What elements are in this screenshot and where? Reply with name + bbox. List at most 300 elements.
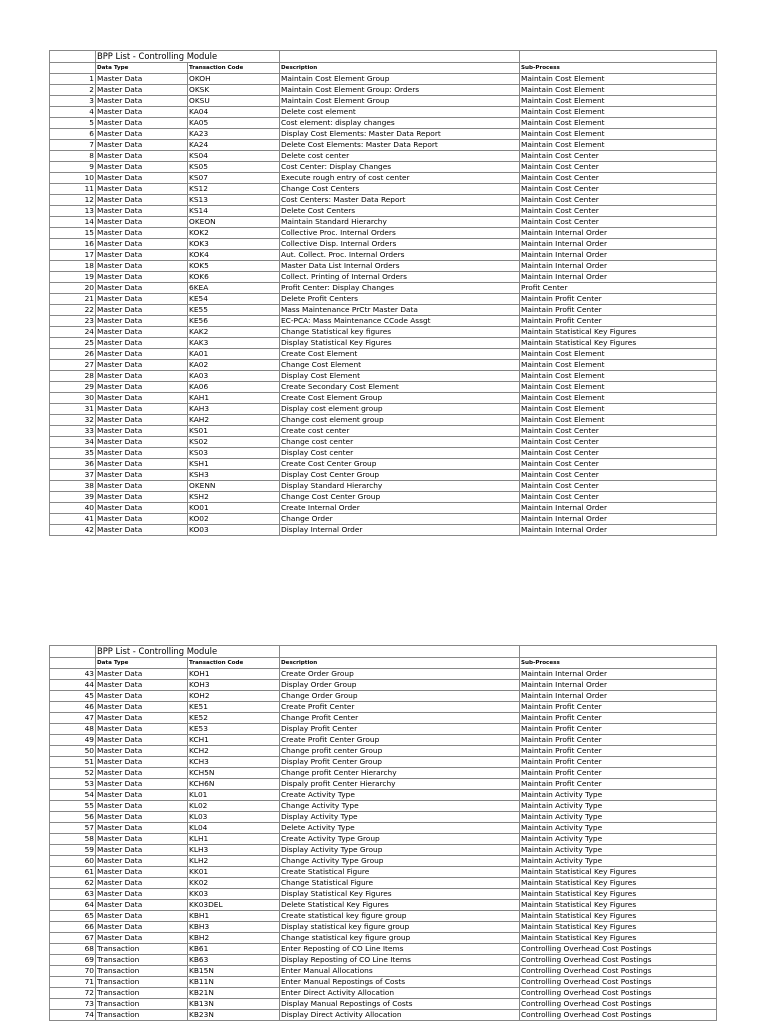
transaction-code-cell: KOK2	[188, 228, 280, 239]
description-cell: Create Internal Order	[280, 503, 520, 514]
transaction-code-cell: KS01	[188, 426, 280, 437]
row-number: 8	[50, 151, 96, 162]
row-number: 10	[50, 173, 96, 184]
table-row	[50, 371, 717, 382]
transaction-code-cell: OKSK	[188, 85, 280, 96]
sub-process-cell: Controlling Overhead Cost Postings	[520, 966, 717, 977]
data-type-cell: Master Data	[96, 85, 188, 96]
table-row	[50, 448, 717, 459]
table-row	[50, 327, 717, 338]
description-cell: Display Statistical Key Figures	[280, 338, 520, 349]
description-cell: Display Statistical Key Figures	[280, 889, 520, 900]
data-type-cell: Transaction	[96, 1010, 188, 1021]
transaction-code-cell: KE56	[188, 316, 280, 327]
transaction-code-cell: KAH1	[188, 393, 280, 404]
row-number: 47	[50, 713, 96, 724]
table-row	[50, 735, 717, 746]
row-number: 31	[50, 404, 96, 415]
sub-process-cell: Maintain Activity Type	[520, 823, 717, 834]
description-cell: Create Order Group	[280, 669, 520, 680]
data-type-cell: Master Data	[96, 437, 188, 448]
sub-process-cell: Maintain Cost Center	[520, 195, 717, 206]
transaction-code-cell: KOK4	[188, 250, 280, 261]
description-cell: Change statistical key figure group	[280, 933, 520, 944]
description-cell: Delete cost center	[280, 151, 520, 162]
transaction-code-cell: KL04	[188, 823, 280, 834]
table-row	[50, 492, 717, 503]
description-cell: Create Cost Element Group	[280, 393, 520, 404]
blank-cell	[520, 646, 717, 658]
row-number: 40	[50, 503, 96, 514]
sub-process-cell: Maintain Statistical Key Figures	[520, 911, 717, 922]
blank-cell	[50, 51, 96, 63]
row-number: 38	[50, 481, 96, 492]
row-number: 4	[50, 107, 96, 118]
table-row	[50, 834, 717, 845]
transaction-code-cell: KSH3	[188, 470, 280, 481]
description-cell: Enter Manual Allocations	[280, 966, 520, 977]
data-type-cell: Master Data	[96, 514, 188, 525]
row-number: 67	[50, 933, 96, 944]
description-cell: Change Cost Centers	[280, 184, 520, 195]
description-cell: Create Profit Center Group	[280, 735, 520, 746]
transaction-code-cell: KE55	[188, 305, 280, 316]
transaction-code-cell: KK03	[188, 889, 280, 900]
data-type-cell: Master Data	[96, 801, 188, 812]
table-row	[50, 845, 717, 856]
data-type-cell: Master Data	[96, 118, 188, 129]
row-number: 73	[50, 999, 96, 1010]
data-type-cell: Master Data	[96, 294, 188, 305]
transaction-code-cell: KB21N	[188, 988, 280, 999]
description-cell: Display Cost Center Group	[280, 470, 520, 481]
sub-process-cell: Controlling Overhead Cost Postings	[520, 1010, 717, 1021]
transaction-code-cell: KCH6N	[188, 779, 280, 790]
sub-process-cell: Maintain Profit Center	[520, 294, 717, 305]
sub-process-cell: Controlling Overhead Cost Postings	[520, 944, 717, 955]
data-type-cell: Master Data	[96, 305, 188, 316]
row-number: 42	[50, 525, 96, 536]
transaction-code-cell: KO01	[188, 503, 280, 514]
table-row	[50, 426, 717, 437]
description-cell: Collective Disp. Internal Orders	[280, 239, 520, 250]
table-row	[50, 999, 717, 1010]
row-number: 3	[50, 96, 96, 107]
table-row	[50, 140, 717, 151]
sub-process-cell: Maintain Cost Center	[520, 162, 717, 173]
table-row	[50, 867, 717, 878]
data-type-cell: Master Data	[96, 779, 188, 790]
transaction-code-cell: KE54	[188, 294, 280, 305]
row-number: 41	[50, 514, 96, 525]
data-type-cell: Master Data	[96, 889, 188, 900]
row-number: 70	[50, 966, 96, 977]
data-type-cell: Master Data	[96, 713, 188, 724]
row-number: 33	[50, 426, 96, 437]
row-number: 49	[50, 735, 96, 746]
row-number: 32	[50, 415, 96, 426]
transaction-code-cell: KBH3	[188, 922, 280, 933]
sub-process-cell: Maintain Cost Element	[520, 118, 717, 129]
data-type-cell: Master Data	[96, 371, 188, 382]
row-number: 43	[50, 669, 96, 680]
table-row	[50, 702, 717, 713]
sub-process-cell: Maintain Cost Element	[520, 404, 717, 415]
row-number: 36	[50, 459, 96, 470]
data-type-cell: Master Data	[96, 735, 188, 746]
header-transaction-code: Transaction Code	[188, 658, 280, 669]
transaction-code-cell: KS14	[188, 206, 280, 217]
sub-process-cell: Maintain Profit Center	[520, 735, 717, 746]
table-row	[50, 889, 717, 900]
sub-process-cell: Maintain Cost Element	[520, 140, 717, 151]
data-type-cell: Master Data	[96, 415, 188, 426]
description-cell: Display Cost Element	[280, 371, 520, 382]
table-row	[50, 966, 717, 977]
description-cell: Delete cost element	[280, 107, 520, 118]
description-cell: Change Statistical key figures	[280, 327, 520, 338]
header-row	[50, 63, 717, 74]
table-row	[50, 415, 717, 426]
table-row	[50, 779, 717, 790]
row-number: 39	[50, 492, 96, 503]
row-number: 28	[50, 371, 96, 382]
table-row	[50, 669, 717, 680]
row-number: 17	[50, 250, 96, 261]
transaction-code-cell: KA01	[188, 349, 280, 360]
sub-process-cell: Maintain Statistical Key Figures	[520, 867, 717, 878]
sub-process-cell: Controlling Overhead Cost Postings	[520, 999, 717, 1010]
transaction-code-cell: OKSU	[188, 96, 280, 107]
row-number: 48	[50, 724, 96, 735]
spreadsheet-grid	[49, 645, 717, 1021]
description-cell: Display cost element group	[280, 404, 520, 415]
transaction-code-cell: KB11N	[188, 977, 280, 988]
row-number: 74	[50, 1010, 96, 1021]
description-cell: Create Cost Center Group	[280, 459, 520, 470]
table-row	[50, 724, 717, 735]
row-number: 21	[50, 294, 96, 305]
sub-process-cell: Maintain Profit Center	[520, 305, 717, 316]
sub-process-cell: Maintain Internal Order	[520, 514, 717, 525]
transaction-code-cell: KK03DEL	[188, 900, 280, 911]
row-number: 61	[50, 867, 96, 878]
data-type-cell: Master Data	[96, 283, 188, 294]
row-number: 12	[50, 195, 96, 206]
sub-process-cell: Maintain Cost Center	[520, 151, 717, 162]
sub-process-cell: Maintain Statistical Key Figures	[520, 889, 717, 900]
table-row	[50, 360, 717, 371]
sub-process-cell: Maintain Cost Element	[520, 96, 717, 107]
sub-process-cell: Maintain Cost Element	[520, 107, 717, 118]
table-row	[50, 338, 717, 349]
transaction-code-cell: KB63	[188, 955, 280, 966]
row-number: 45	[50, 691, 96, 702]
sub-process-cell: Maintain Statistical Key Figures	[520, 922, 717, 933]
transaction-code-cell: KA23	[188, 129, 280, 140]
sub-process-cell: Maintain Internal Order	[520, 239, 717, 250]
row-number: 69	[50, 955, 96, 966]
sub-process-cell: Maintain Cost Center	[520, 184, 717, 195]
transaction-code-cell: KOK3	[188, 239, 280, 250]
table-row	[50, 680, 717, 691]
row-number: 62	[50, 878, 96, 889]
data-type-cell: Master Data	[96, 757, 188, 768]
data-type-cell: Transaction	[96, 999, 188, 1010]
row-number: 30	[50, 393, 96, 404]
description-cell: Collective Proc. Internal Orders	[280, 228, 520, 239]
data-type-cell: Master Data	[96, 812, 188, 823]
transaction-code-cell: 6KEA	[188, 283, 280, 294]
description-cell: Create cost center	[280, 426, 520, 437]
description-cell: Delete Profit Centers	[280, 294, 520, 305]
description-cell: Enter Direct Activity Allocation	[280, 988, 520, 999]
sub-process-cell: Maintain Profit Center	[520, 779, 717, 790]
sub-process-cell: Maintain Statistical Key Figures	[520, 338, 717, 349]
row-number: 18	[50, 261, 96, 272]
sub-process-cell: Maintain Cost Element	[520, 415, 717, 426]
transaction-code-cell: KB13N	[188, 999, 280, 1010]
row-number: 35	[50, 448, 96, 459]
sub-process-cell: Maintain Cost Center	[520, 492, 717, 503]
description-cell: Display Profit Center Group	[280, 757, 520, 768]
row-number: 68	[50, 944, 96, 955]
sub-process-cell: Controlling Overhead Cost Postings	[520, 955, 717, 966]
transaction-code-cell: KCH1	[188, 735, 280, 746]
description-cell: Delete Statistical Key Figures	[280, 900, 520, 911]
transaction-code-cell: KK02	[188, 878, 280, 889]
data-type-cell: Master Data	[96, 867, 188, 878]
transaction-code-cell: KS13	[188, 195, 280, 206]
table-row	[50, 955, 717, 966]
transaction-code-cell: KAK3	[188, 338, 280, 349]
table-row	[50, 812, 717, 823]
description-cell: Create statistical key figure group	[280, 911, 520, 922]
table-row	[50, 217, 717, 228]
table-row	[50, 746, 717, 757]
table-row	[50, 107, 717, 118]
transaction-code-cell: KO02	[188, 514, 280, 525]
transaction-code-cell: KCH3	[188, 757, 280, 768]
description-cell: Create Cost Element	[280, 349, 520, 360]
row-number: 64	[50, 900, 96, 911]
description-cell: Maintain Cost Element Group	[280, 96, 520, 107]
sub-process-cell: Maintain Internal Order	[520, 691, 717, 702]
table-row	[50, 922, 717, 933]
transaction-code-cell: KAK2	[188, 327, 280, 338]
table-row	[50, 250, 717, 261]
table-row	[50, 294, 717, 305]
row-number: 51	[50, 757, 96, 768]
sub-process-cell: Maintain Cost Element	[520, 371, 717, 382]
transaction-code-cell: KAH2	[188, 415, 280, 426]
data-type-cell: Transaction	[96, 955, 188, 966]
description-cell: Enter Manual Repostings of Costs	[280, 977, 520, 988]
data-type-cell: Transaction	[96, 966, 188, 977]
transaction-code-cell: KA04	[188, 107, 280, 118]
data-type-cell: Master Data	[96, 393, 188, 404]
description-cell: Display Cost center	[280, 448, 520, 459]
data-type-cell: Master Data	[96, 327, 188, 338]
table-row	[50, 768, 717, 779]
row-number: 60	[50, 856, 96, 867]
row-number: 9	[50, 162, 96, 173]
description-cell: Dispaly profit Center Hierarchy	[280, 779, 520, 790]
description-cell: Create Activity Type	[280, 790, 520, 801]
row-number: 63	[50, 889, 96, 900]
data-type-cell: Master Data	[96, 503, 188, 514]
row-number: 58	[50, 834, 96, 845]
transaction-code-cell: KOK5	[188, 261, 280, 272]
description-cell: Maintain Cost Element Group: Orders	[280, 85, 520, 96]
row-number: 50	[50, 746, 96, 757]
description-cell: Create Secondary Cost Element	[280, 382, 520, 393]
description-cell: Create Activity Type Group	[280, 834, 520, 845]
row-number: 5	[50, 118, 96, 129]
transaction-code-cell: KSH1	[188, 459, 280, 470]
table-row	[50, 470, 717, 481]
data-type-cell: Transaction	[96, 944, 188, 955]
transaction-code-cell: KOH1	[188, 669, 280, 680]
row-number: 7	[50, 140, 96, 151]
table-row	[50, 691, 717, 702]
description-cell: Delete Activity Type	[280, 823, 520, 834]
table-row	[50, 151, 717, 162]
table-row	[50, 404, 717, 415]
description-cell: Change Order Group	[280, 691, 520, 702]
data-type-cell: Master Data	[96, 338, 188, 349]
table-row	[50, 481, 717, 492]
transaction-code-cell: KL01	[188, 790, 280, 801]
table-row	[50, 944, 717, 955]
description-cell: Delete Cost Elements: Master Data Report	[280, 140, 520, 151]
description-cell: Display Order Group	[280, 680, 520, 691]
transaction-code-cell: KCH5N	[188, 768, 280, 779]
sub-process-cell: Maintain Statistical Key Figures	[520, 900, 717, 911]
description-cell: Mass Maintenance PrCtr Master Data	[280, 305, 520, 316]
header-description: Description	[280, 658, 520, 669]
data-type-cell: Master Data	[96, 261, 188, 272]
row-number: 29	[50, 382, 96, 393]
description-cell: Collect. Printing of Internal Orders	[280, 272, 520, 283]
description-cell: Display Standard Hierarchy	[280, 481, 520, 492]
transaction-code-cell: KA02	[188, 360, 280, 371]
sub-process-cell: Maintain Cost Center	[520, 448, 717, 459]
description-cell: Change cost element group	[280, 415, 520, 426]
transaction-code-cell: KSH2	[188, 492, 280, 503]
data-type-cell: Transaction	[96, 988, 188, 999]
data-type-cell: Master Data	[96, 140, 188, 151]
data-type-cell: Master Data	[96, 239, 188, 250]
sub-process-cell: Maintain Activity Type	[520, 834, 717, 845]
header-transaction-code: Transaction Code	[188, 63, 280, 74]
table-row	[50, 713, 717, 724]
blank-cell	[50, 63, 96, 74]
row-number: 37	[50, 470, 96, 481]
data-type-cell: Transaction	[96, 977, 188, 988]
data-type-cell: Master Data	[96, 195, 188, 206]
transaction-code-cell: KOH2	[188, 691, 280, 702]
data-type-cell: Master Data	[96, 834, 188, 845]
transaction-code-cell: KBH1	[188, 911, 280, 922]
title-row	[50, 646, 717, 658]
table-row	[50, 228, 717, 239]
description-cell: Profit Center: Display Changes	[280, 283, 520, 294]
description-cell: Display Activity Type Group	[280, 845, 520, 856]
transaction-code-cell: KA03	[188, 371, 280, 382]
description-cell: Cost Center: Display Changes	[280, 162, 520, 173]
row-number: 52	[50, 768, 96, 779]
table-row	[50, 977, 717, 988]
row-number: 27	[50, 360, 96, 371]
sub-process-cell: Maintain Cost Center	[520, 481, 717, 492]
description-cell: Display statistical key figure group	[280, 922, 520, 933]
header-data-type: Data Type	[96, 658, 188, 669]
data-type-cell: Master Data	[96, 900, 188, 911]
row-number: 13	[50, 206, 96, 217]
description-cell: Enter Reposting of CO Line Items	[280, 944, 520, 955]
blank-cell	[280, 51, 520, 63]
data-type-cell: Master Data	[96, 922, 188, 933]
row-number: 65	[50, 911, 96, 922]
data-type-cell: Master Data	[96, 129, 188, 140]
transaction-code-cell: KLH3	[188, 845, 280, 856]
transaction-code-cell: KAH3	[188, 404, 280, 415]
data-type-cell: Master Data	[96, 691, 188, 702]
table-row	[50, 173, 717, 184]
description-cell: Change profit Center Hierarchy	[280, 768, 520, 779]
description-cell: Cost element: display changes	[280, 118, 520, 129]
sub-process-cell: Maintain Cost Element	[520, 382, 717, 393]
sub-process-cell: Controlling Overhead Cost Postings	[520, 977, 717, 988]
title-row	[50, 51, 717, 63]
table-row	[50, 85, 717, 96]
sheet-title: BPP List - Controlling Module	[96, 646, 280, 658]
row-number: 19	[50, 272, 96, 283]
sub-process-cell: Maintain Activity Type	[520, 856, 717, 867]
transaction-code-cell: KS04	[188, 151, 280, 162]
bpp-table-2	[49, 645, 716, 1021]
row-number: 22	[50, 305, 96, 316]
header-data-type: Data Type	[96, 63, 188, 74]
transaction-code-cell: KS02	[188, 437, 280, 448]
transaction-code-cell: KB23N	[188, 1010, 280, 1021]
row-number: 71	[50, 977, 96, 988]
description-cell: Display Cost Elements: Master Data Report	[280, 129, 520, 140]
description-cell: Create Profit Center	[280, 702, 520, 713]
table-row	[50, 129, 717, 140]
bpp-table-1	[49, 50, 716, 536]
sub-process-cell: Maintain Cost Center	[520, 459, 717, 470]
table-row	[50, 878, 717, 889]
sub-process-cell: Maintain Statistical Key Figures	[520, 933, 717, 944]
blank-cell	[280, 646, 520, 658]
sub-process-cell: Maintain Activity Type	[520, 812, 717, 823]
sub-process-cell: Maintain Cost Center	[520, 217, 717, 228]
description-cell: EC-PCA: Mass Maintenance CCode Assgt	[280, 316, 520, 327]
sub-process-cell: Maintain Cost Center	[520, 426, 717, 437]
description-cell: Maintain Standard Hierarchy	[280, 217, 520, 228]
data-type-cell: Master Data	[96, 790, 188, 801]
description-cell: Change Activity Type Group	[280, 856, 520, 867]
table-row	[50, 1010, 717, 1021]
transaction-code-cell: OKEON	[188, 217, 280, 228]
spreadsheet-grid	[49, 50, 717, 536]
sub-process-cell: Maintain Activity Type	[520, 801, 717, 812]
sub-process-cell: Maintain Internal Order	[520, 228, 717, 239]
row-number: 59	[50, 845, 96, 856]
description-cell: Change Cost Center Group	[280, 492, 520, 503]
